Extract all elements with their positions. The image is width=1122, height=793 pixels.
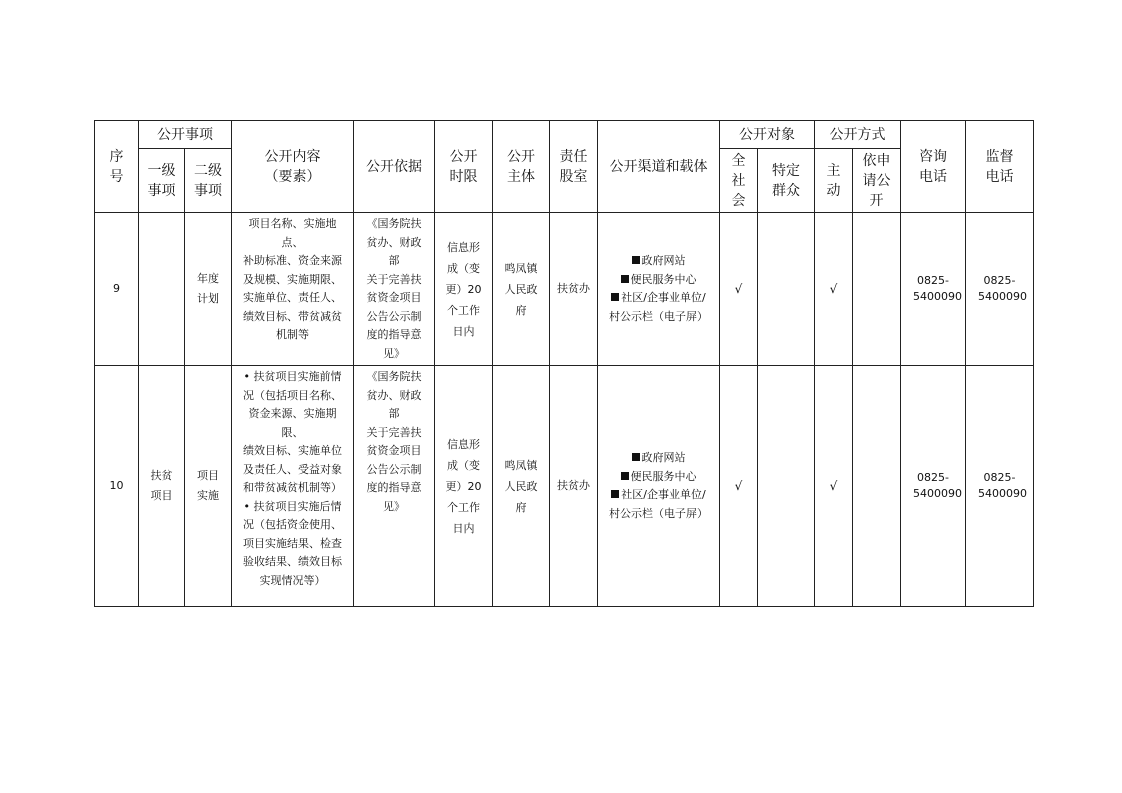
header-basis: 公开依据 [354, 121, 435, 213]
table-row [95, 213, 1034, 366]
cell-level1: 扶贫 项目 [139, 366, 185, 607]
header-items-group: 公开事项 [139, 121, 232, 149]
cell-office: 扶贫办 [550, 213, 598, 366]
header-content: 公开内容 （要素） [232, 121, 354, 213]
channel-item: 社区/企事业单位/ [605, 486, 712, 505]
header-seq: 序 号 [95, 121, 139, 213]
channel-item-continued: 村公示栏（电子屏） [609, 506, 708, 520]
header-channel: 公开渠道和载体 [598, 121, 720, 213]
cell-office: 扶贫办 [550, 366, 598, 607]
cell-level1 [139, 213, 185, 366]
channel-item: 便民服务中心 [605, 468, 712, 487]
disclosure-table [94, 120, 1034, 607]
header-level2: 二级 事项 [185, 149, 232, 213]
cell-target-all: √ [720, 366, 758, 607]
table-header [95, 121, 1034, 213]
cell-subject: 鸣凤镇 人民政 府 [493, 366, 550, 607]
cell-method-active: √ [815, 366, 853, 607]
cell-supervise-phone: 0825- 5400090 [966, 366, 1034, 607]
table-row [95, 366, 1034, 607]
header-target-group: 公开对象 [720, 121, 815, 149]
cell-target-specific [758, 213, 815, 366]
header-target-specific: 特定 群众 [758, 149, 815, 213]
black-square-icon [621, 472, 629, 480]
cell-channels [598, 366, 720, 607]
table-body [95, 213, 1034, 607]
cell-basis: 《国务院扶 贫办、财政部 关于完善扶 贫资金项目 公告公示制 度的指导意 见》 [354, 366, 435, 607]
channel-item: 政府网站 [605, 449, 712, 468]
cell-seq: 10 [95, 366, 139, 607]
header-method-request: 依申 请公 开 [853, 149, 901, 213]
cell-limit: 信息形 成（变 更）20 个工作 日内 [435, 213, 493, 366]
black-square-icon [611, 293, 619, 301]
cell-subject: 鸣凤镇 人民政 府 [493, 213, 550, 366]
cell-method-request [853, 366, 901, 607]
channel-item: 社区/企事业单位/ [605, 289, 712, 308]
cell-basis: 《国务院扶 贫办、财政部 关于完善扶 贫资金项目 公告公示制 度的指导意 见》 [354, 213, 435, 366]
black-square-icon [632, 453, 640, 461]
black-square-icon [621, 275, 629, 283]
cell-level2: 项目 实施 [185, 366, 232, 607]
channel-item: 政府网站 [605, 252, 712, 271]
cell-channels [598, 213, 720, 366]
header-target-all: 全 社 会 [720, 149, 758, 213]
cell-limit: 信息形 成（变 更）20 个工作 日内 [435, 366, 493, 607]
black-square-icon [611, 490, 619, 498]
cell-method-active: √ [815, 213, 853, 366]
channel-item-continued: 村公示栏（电子屏） [609, 309, 708, 323]
header-level1: 一级 事项 [139, 149, 185, 213]
channel-item: 便民服务中心 [605, 271, 712, 290]
header-consult-phone: 咨询 电话 [901, 121, 966, 213]
cell-target-all: √ [720, 213, 758, 366]
cell-content: • 扶贫项目实施前情 况（包括项目名称、 资金来源、实施期限、 绩效目标、实施单位 及责任人、受益对象 和带贫减贫机制等） • 扶贫项目实施后情 况（包括资金使用、 项目实施结果、检查 验收结果、绩效目标 实现情况等） [232, 366, 354, 607]
cell-method-request [853, 213, 901, 366]
cell-supervise-phone: 0825- 5400090 [966, 213, 1034, 366]
black-square-icon [632, 256, 640, 264]
header-office: 责任 股室 [550, 121, 598, 213]
header-method-group: 公开方式 [815, 121, 901, 149]
cell-consult-phone: 0825- 5400090 [901, 213, 966, 366]
header-supervise-phone: 监督 电话 [966, 121, 1034, 213]
cell-consult-phone: 0825- 5400090 [901, 366, 966, 607]
header-subject: 公开 主体 [493, 121, 550, 213]
cell-target-specific [758, 366, 815, 607]
header-method-active: 主 动 [815, 149, 853, 213]
cell-seq: 9 [95, 213, 139, 366]
cell-level2: 年度 计划 [185, 213, 232, 366]
header-limit: 公开 时限 [435, 121, 493, 213]
cell-content: 项目名称、实施地点、 补助标准、资金来源 及规模、实施期限、 实施单位、责任人、 绩效目标、带贫减贫 机制等 [232, 213, 354, 366]
